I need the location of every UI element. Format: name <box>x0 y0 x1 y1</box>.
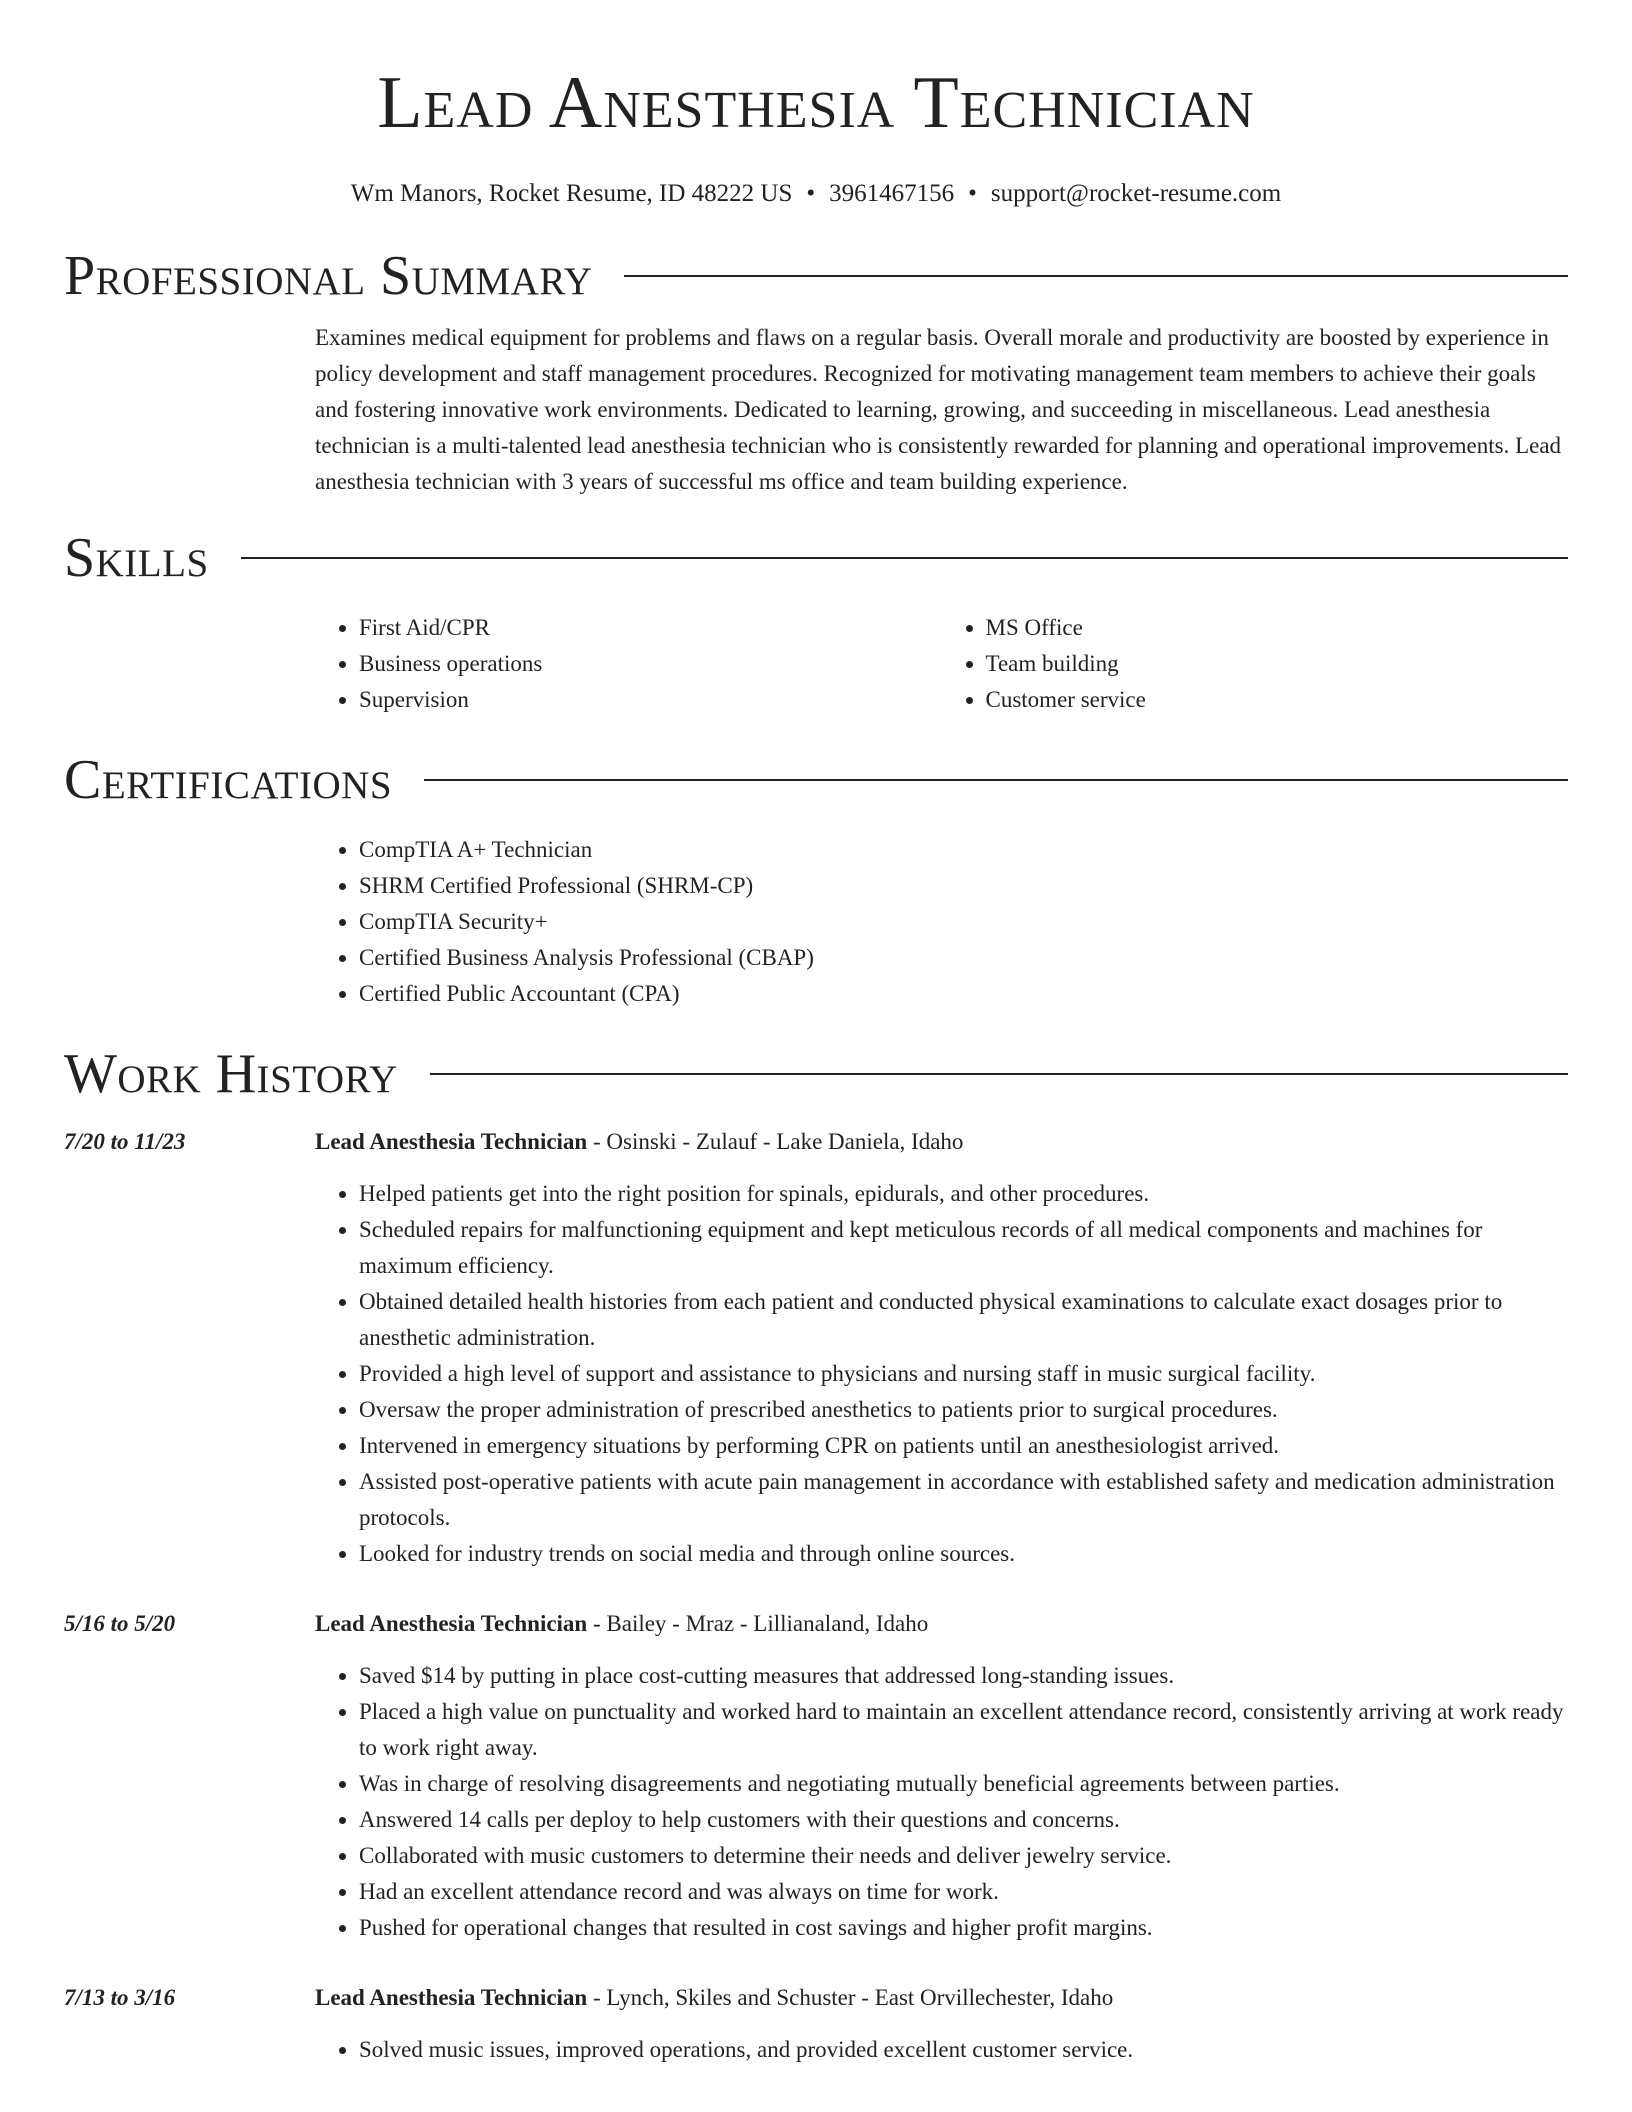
job-company: - Bailey - Mraz - Lillianaland, Idaho <box>587 1611 929 1636</box>
job-bullet: • Answered 14 calls per deploy to help customers with their questions and concerns. <box>359 1802 1568 1838</box>
summary-body <box>315 320 1568 500</box>
job-company: - Lynch, Skiles and Schuster - East Orvillechester, Idaho <box>587 1985 1114 2010</box>
skill-item: • Business operations <box>359 646 942 682</box>
skill-item: • MS Office <box>986 610 1569 646</box>
contact-phone: 3961467156 <box>829 180 955 207</box>
job-header <box>64 1980 1568 2016</box>
work-section-header <box>64 1042 1568 1106</box>
certification-item: • Certified Public Accountant (CPA) <box>359 976 1568 1012</box>
job-dates: 7/13 to 3/16 <box>64 1985 176 2010</box>
summary-heading: Professional Summary <box>64 245 593 307</box>
certifications-section-header <box>64 748 1568 812</box>
skill-item: • Team building <box>986 646 1569 682</box>
certifications-body <box>315 832 1568 1012</box>
job-bullet: • Collaborated with music customers to determine their needs and deliver jewelry service. <box>359 1838 1568 1874</box>
job-bullet: • Scheduled repairs for malfunctioning equipment and kept meticulous records of all medical components and machines for maximum efficiency. <box>359 1212 1568 1284</box>
job-bullet: • Looked for industry trends on social media and through online sources. <box>359 1536 1568 1572</box>
job-dates: 5/16 to 5/20 <box>64 1611 176 1636</box>
work-heading: Work History <box>64 1043 398 1105</box>
skill-item: • First Aid/CPR <box>359 610 942 646</box>
certifications-list <box>315 832 1568 1012</box>
job-bullet-list <box>315 2032 1568 2068</box>
job-role: Lead Anesthesia Technician <box>315 1611 588 1636</box>
section-divider <box>430 1073 1568 1075</box>
job-bullet: • Oversaw the proper administration of prescribed anesthetics to patients prior to surgical procedures. <box>359 1392 1568 1428</box>
certification-item: • CompTIA A+ Technician <box>359 832 1568 868</box>
contact-separator: • <box>968 180 977 207</box>
job-bullet: • Assisted post-operative patients with acute pain management in accordance with established safety and medication administration protocols. <box>359 1464 1568 1536</box>
job-bullet: • Pushed for operational changes that resulted in cost savings and higher profit margins. <box>359 1910 1568 1946</box>
skills-list-left <box>315 610 942 718</box>
job-title <box>315 1606 928 1642</box>
job-bullets <box>315 2032 1568 2068</box>
contact-line <box>64 178 1568 210</box>
job-bullet: • Obtained detailed health histories from each patient and conducted physical examinations to calculate exact dosages prior to anesthetic administration. <box>359 1284 1568 1356</box>
job-bullet: • Intervened in emergency situations by performing CPR on patients until an anesthesiologist arrived. <box>359 1428 1568 1464</box>
resume-title: Lead Anesthesia Technician <box>377 62 1255 144</box>
section-divider <box>241 557 1568 559</box>
certification-item: • CompTIA Security+ <box>359 904 1568 940</box>
job-dates: 7/20 to 11/23 <box>64 1129 186 1154</box>
job-bullet: • Helped patients get into the right position for spinals, epidurals, and other procedures. <box>359 1176 1568 1212</box>
contact-separator: • <box>806 180 816 207</box>
certification-item: • SHRM Certified Professional (SHRM-CP) <box>359 868 1568 904</box>
resume-page <box>64 0 1568 2068</box>
job-bullets <box>315 1658 1568 1946</box>
job-bullet: • Was in charge of resolving disagreements and negotiating mutually beneficial agreements between parties. <box>359 1766 1568 1802</box>
job-title <box>315 1980 1113 2016</box>
skills-section-header <box>64 526 1568 590</box>
job-bullet: • Had an excellent attendance record and was always on time for work. <box>359 1874 1568 1910</box>
certification-item: • Certified Business Analysis Professional (CBAP) <box>359 940 1568 976</box>
job-entry <box>64 1980 1568 2068</box>
skill-item: • Supervision <box>359 682 942 718</box>
job-bullet-list <box>315 1658 1568 1946</box>
certifications-heading: Certifications <box>64 749 393 811</box>
job-role: Lead Anesthesia Technician <box>315 1129 588 1154</box>
skills-heading: Skills <box>64 527 209 589</box>
job-bullet-list <box>315 1176 1568 1572</box>
summary-section-header <box>64 244 1568 308</box>
skills-grid <box>315 610 1568 718</box>
job-title <box>315 1124 963 1160</box>
job-header <box>64 1606 1568 1642</box>
job-role: Lead Anesthesia Technician <box>315 1985 588 2010</box>
section-divider <box>424 779 1568 781</box>
skill-item: • Customer service <box>986 682 1569 718</box>
skills-list-right <box>942 610 1569 718</box>
job-entry <box>64 1606 1568 1946</box>
job-header <box>64 1124 1568 1160</box>
contact-address: Wm Manors, Rocket Resume, ID 48222 US <box>350 180 793 207</box>
summary-text: Examines medical equipment for problems and flaws on a regular basis. Overall morale and productivity are boosted by experience in policy development and staff management procedures. Recognized for motivating management team members to achieve their goals and fostering innovative work environments. Dedicated to learning, growing, and succeeding in miscellaneous. Lead anesthesia technician is a multi-talented lead anesthesia technician who is consistently rewarded for planning and operational improvements. Lead anesthesia technician with 3 years of successful ms office and team building experience. <box>315 325 1562 494</box>
job-bullet: • Solved music issues, improved operations, and provided excellent customer service. <box>359 2032 1568 2068</box>
job-entry <box>64 1124 1568 1572</box>
job-company: - Osinski - Zulauf - Lake Daniela, Idaho <box>587 1129 964 1154</box>
job-bullets <box>315 1176 1568 1572</box>
job-bullet: • Saved $14 by putting in place cost-cutting measures that addressed long-standing issues. <box>359 1658 1568 1694</box>
job-bullet: • Provided a high level of support and assistance to physicians and nursing staff in music surgical facility. <box>359 1356 1568 1392</box>
job-bullet: • Placed a high value on punctuality and worked hard to maintain an excellent attendance record, consistently arriving at work ready to work right away. <box>359 1694 1568 1766</box>
section-divider <box>624 275 1568 277</box>
contact-email: support@rocket-resume.com <box>990 180 1282 207</box>
